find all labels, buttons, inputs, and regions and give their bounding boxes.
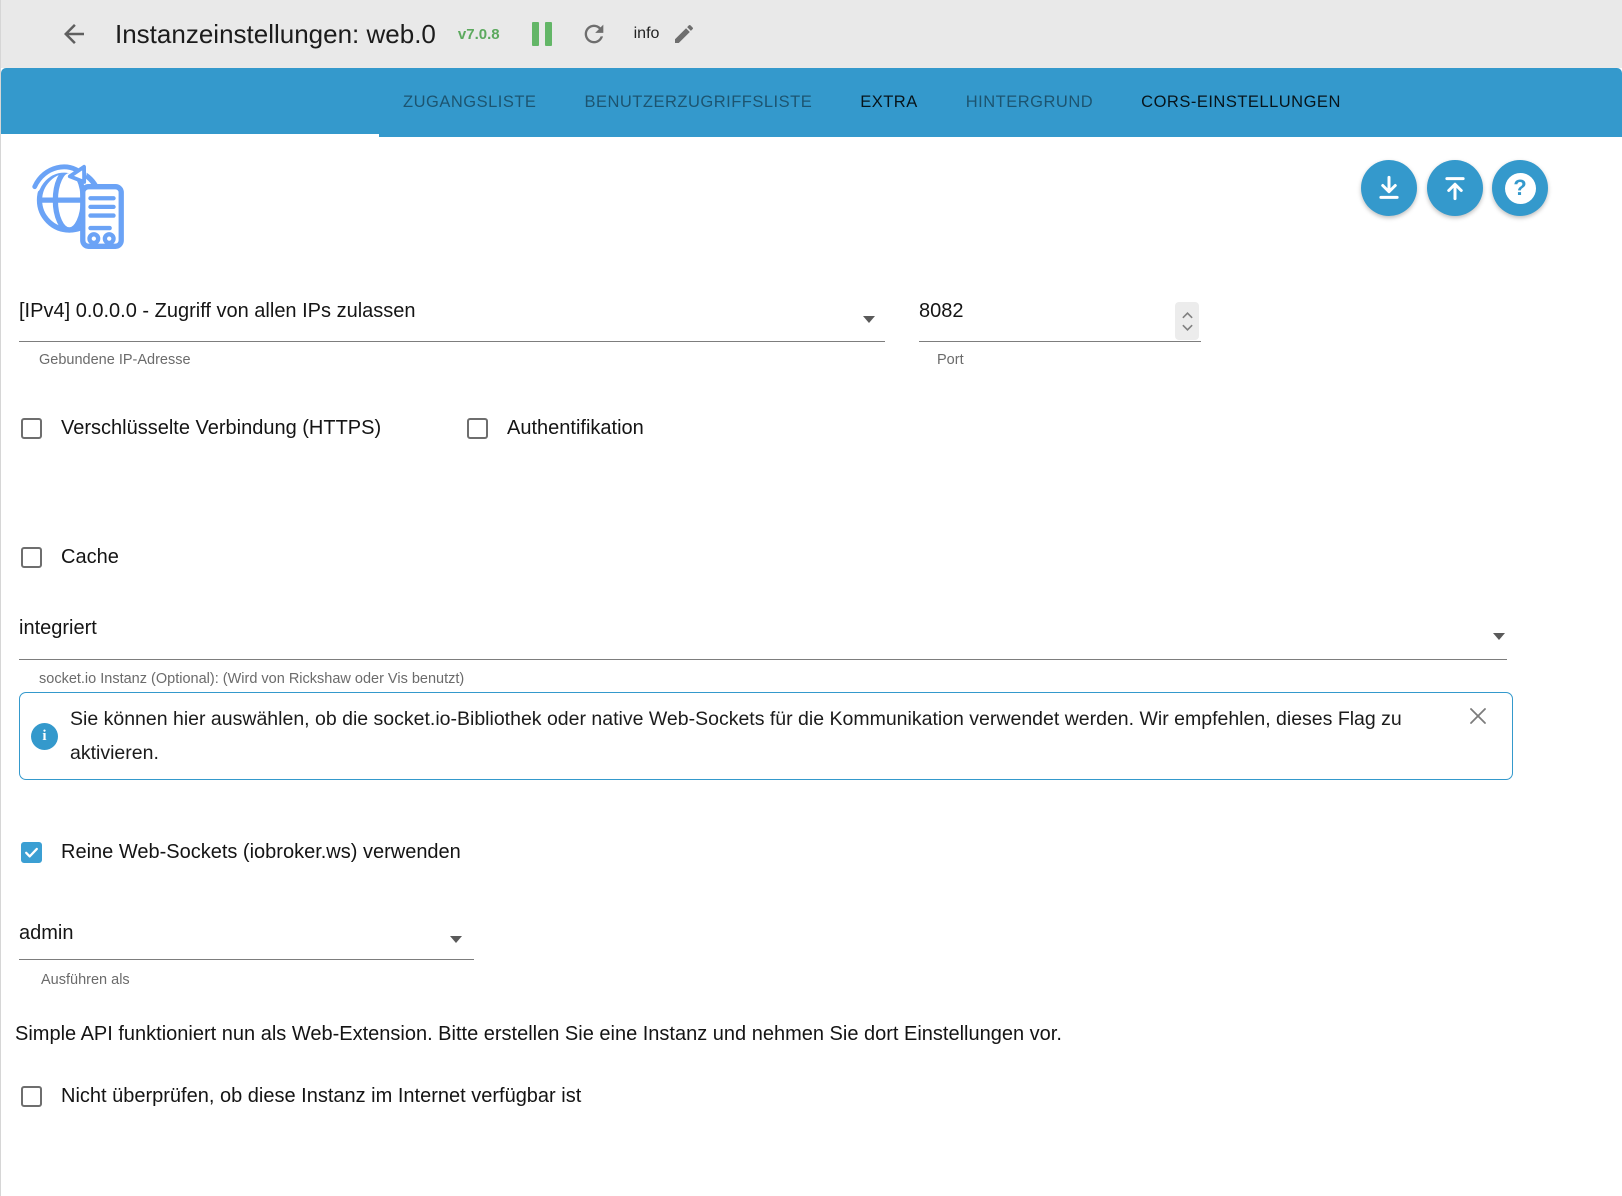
tab-extra[interactable]: EXTRA [836,68,942,137]
tab-active-main-settings[interactable] [1,68,379,137]
tab-benutzerzugriffsliste: BENUTZERZUGRIFFSLISTE [560,68,836,137]
loglevel-info-chip[interactable]: info [633,25,660,42]
no-internet-check-checkbox-row[interactable] [21,1085,581,1108]
socketio-info-box [19,692,1513,780]
https-checkbox-row[interactable] [21,417,381,440]
refresh-button[interactable] [580,20,608,48]
checkbox-unchecked[interactable] [467,418,488,439]
https-checkbox-label[interactable]: Verschlüsselte Verbindung (HTTPS) [61,417,382,439]
version-badge: v7.0.8 [457,25,500,43]
info-icon: i [31,723,58,750]
back-button[interactable] [59,18,91,50]
arrow-left-icon [59,19,89,49]
run-as-label: Ausführen als [41,972,130,988]
chevron-down-icon [450,936,462,943]
edit-button[interactable] [672,22,696,46]
page-title: Instanzeinstellungen: web.0 [115,18,436,49]
run-as-value: admin [19,922,74,944]
tab-zugangsliste: ZUGANGSLISTE [379,68,560,137]
socketio-value: integriert [19,617,97,639]
checkbox-unchecked[interactable] [21,547,42,568]
checkbox-unchecked[interactable] [21,418,42,439]
chevron-down-icon [1181,324,1194,332]
chevron-down-icon [1493,633,1505,640]
question-mark-icon: ? [1505,173,1536,204]
web-adapter-icon [27,153,127,255]
refresh-icon [580,20,608,48]
port-value: 8082 [919,300,964,322]
no-internet-check-label[interactable]: Nicht überprüfen, ob diese Instanz im Internet verfügbar ist [61,1085,582,1107]
field-underline [919,341,1201,342]
pause-icon [545,22,552,46]
close-icon [1467,705,1489,727]
field-underline [19,659,1507,660]
info-box-text: Sie können hier auswählen, ob die socket.io-Bibliothek oder native Web-Sockets für die Kommunikation verwendet werden. Wir empfehlen, dieses Flag zu aktivieren. [70,708,1402,764]
simple-api-note: Simple API funktioniert nun als Web-Extension. Bitte erstellen Sie eine Instanz und nehmen Sie dort Einstellungen vor. [15,1023,1062,1045]
checkmark-icon [23,844,40,861]
upload-config-button[interactable] [1427,160,1483,216]
pure-websockets-checkbox-row[interactable] [21,841,461,864]
tab-hintergrund: HINTERGRUND [942,68,1117,137]
pause-button[interactable] [532,22,552,46]
number-stepper[interactable] [1175,302,1199,340]
upload-icon [1440,173,1470,203]
bound-ip-label: Gebundene IP-Adresse [39,352,191,368]
checkbox-checked[interactable] [21,842,42,863]
port-input[interactable] [919,300,1201,342]
cache-checkbox-row[interactable] [21,546,119,569]
close-info-button[interactable] [1466,705,1490,729]
field-underline [19,959,474,960]
download-icon [1374,173,1404,203]
socketio-label: socket.io Instanz (Optional): (Wird von Rickshaw oder Vis benutzt) [39,671,465,687]
socketio-instance-select[interactable] [19,617,1507,660]
bound-ip-value: [IPv4] 0.0.0.0 - Zugriff von allen IPs zulassen [19,300,416,322]
settings-tabbar [1,68,1622,137]
pause-icon [532,22,539,46]
checkbox-unchecked[interactable] [21,1086,42,1107]
active-tab-indicator [1,134,379,137]
field-underline [19,341,885,342]
tab-cors-einstellungen[interactable]: CORS-EINSTELLUNGEN [1117,68,1365,137]
port-label: Port [937,352,964,368]
run-as-select[interactable] [19,922,474,960]
dialog-header [1,0,1622,68]
download-config-button[interactable] [1361,160,1417,216]
pencil-icon [672,22,696,46]
chevron-up-icon [1181,311,1194,319]
help-button[interactable] [1492,160,1548,216]
auth-checkbox-label[interactable]: Authentifikation [507,417,644,439]
pure-websockets-checkbox-label[interactable]: Reine Web-Sockets (iobroker.ws) verwenden [61,841,461,863]
bound-ip-select[interactable] [19,300,885,342]
chevron-down-icon [863,316,875,323]
cache-checkbox-label[interactable]: Cache [61,546,119,568]
auth-checkbox-row[interactable] [467,417,644,440]
